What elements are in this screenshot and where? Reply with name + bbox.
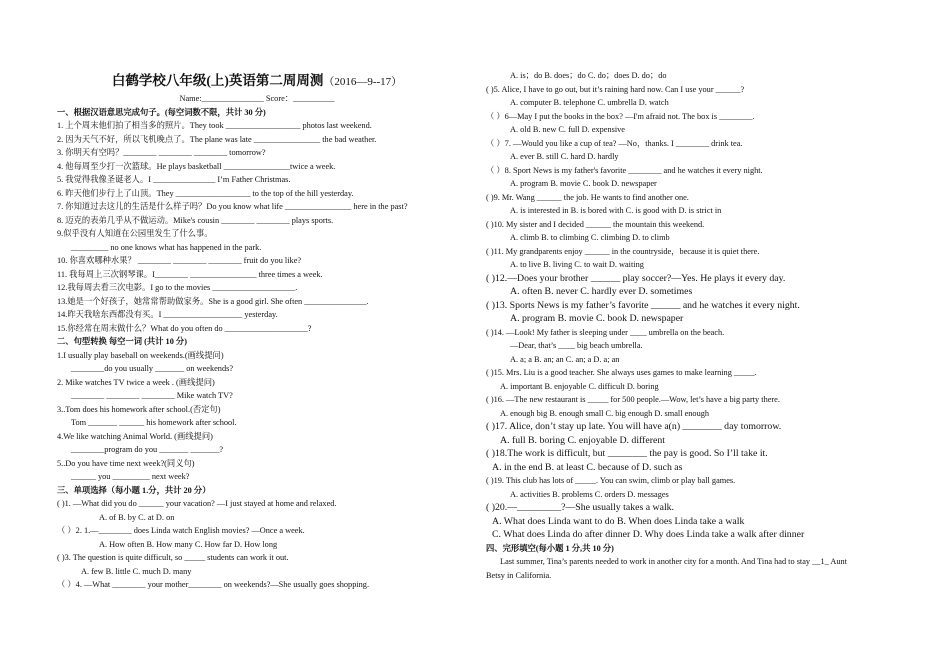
right-line: A. computer B. telephone C. umbrella D. watch xyxy=(510,98,669,107)
left-line: A. few B. little C. much D. many xyxy=(81,566,192,576)
left-line: 5..Do you have time next week?(同义句) xyxy=(57,458,195,468)
left-line: （ ）2. 1.—________ does Linda watch English movies? —Once a week. xyxy=(57,526,305,535)
left-line: 12.我每周去看三次电影。I go to the movies ____________________. xyxy=(57,283,298,292)
right-line: —Dear, that’s ____ big beach umbrella. xyxy=(510,341,643,350)
right-line: ( )15. Mrs. Liu is a good teacher. She always uses games to make learning _____. xyxy=(486,368,757,377)
left-line: 13.她是一个好孩子，她常常帮助做家务。She is a good girl. She often _______________. xyxy=(57,296,369,306)
right-line: （ ）6—May I put the books in the box? —I'm afraid not. The box is ________. xyxy=(486,111,755,121)
right-line: ( )18.The work is difficult, but ________ the pay is good. So I’ll take it. xyxy=(486,448,768,459)
right-line: （ ）7. —Would you like a cup of tea? —No，thanks. I ________ drink tea. xyxy=(486,138,743,148)
left-line: 5. 我觉得我像圣诞老人。I _______________ I’m Father Christmas. xyxy=(57,175,291,184)
right-line: ( )9. Mr. Wang ______ the job. He wants to find another one. xyxy=(486,192,689,202)
left-line: 11. 我每周上三次钢琴课。I________ ________________ three times a week. xyxy=(57,269,323,279)
left-line: 10. 你喜欢哪种水果？ ________ ________ ________ fruit do you like? xyxy=(57,256,302,265)
left-line: 二、句型转换 每空一词 (共计 10 分) xyxy=(57,337,187,346)
left-line: 一、根据汉语意思完成句子。(每空词数不限，共计 30 分) xyxy=(57,107,266,117)
left-column xyxy=(57,72,457,592)
left-line: 2. 因为天气不好，所以飞机晚点了。The plane was late ________________ the bad weather. xyxy=(57,134,377,144)
left-line: 14.昨天我啥东西都没有买。I ___________________ yesterday. xyxy=(57,310,278,319)
left-line: ________program do you _______ _______? xyxy=(71,445,224,454)
right-line: A. important B. enjoyable C. difficult D. boring xyxy=(500,381,659,391)
right-line: ( )19. This club has lots of _____. You can swim, climb or play ball games. xyxy=(486,476,736,485)
left-line: 7. 你知道过去这儿的生活是什么样子吗？Do you know what life ________________ here in the past? xyxy=(57,202,408,211)
left-line: 8. 迈克的表弟几乎从不做运动。Mike's cousin ________ ________ plays sports. xyxy=(57,215,334,225)
left-line: ( )3. The question is quite difficult, so _____ students can work it out. xyxy=(57,553,289,562)
right-line: Last summer, Tina’s parents needed to work in another city for a month. And Tina had to stay __1_ Aunt xyxy=(500,557,847,566)
left-line: 1. 上个周末他们拍了相当多的照片。They took __________________ photos last weekend. xyxy=(57,121,372,130)
right-line: A. is；do B. does；do C. do；does D. do；do xyxy=(510,71,667,80)
right-line: A. activities B. problems C. orders D. messages xyxy=(510,489,669,499)
right-line: A. program B. movie C. book D. newspaper xyxy=(510,313,684,324)
right-column xyxy=(486,69,896,582)
right-line: A. ever B. still C. hard D. hardly xyxy=(510,152,619,161)
right-line: ( )11. My grandparents enjoy ______ in the countryside，because it is quiet there. xyxy=(486,246,760,256)
right-line: ( )13. Sports News is my father’s favorite ______ and he watches it every night. xyxy=(486,299,800,311)
left-line: Tom _______ ______ his homework after school. xyxy=(71,418,237,427)
left-line: （ ）4. —What ________ your mother________ on weekends?—She usually goes shopping. xyxy=(57,580,370,589)
right-line: A. program B. movie C. book D. newspaper xyxy=(510,179,657,188)
left-line: 1.I usually play baseball on weekends.(画线提问) xyxy=(57,350,224,360)
left-line: A. How often B. How many C. How far D. How long xyxy=(99,539,278,549)
right-line: ( )12.—Does your brother ______ play soccer?—Yes. He plays it every day. xyxy=(486,272,786,284)
right-line: （ ）8. Sport News is my father's favorite ________ and he watches it every night. xyxy=(486,165,763,175)
right-line: ( )14. —Look! My father is sleeping under ____ umbrella on the beach. xyxy=(486,327,725,337)
right-line: Betsy in California. xyxy=(486,570,552,580)
left-line: 9.似乎没有人知道在公园里发生了什么事。 xyxy=(57,229,213,238)
right-line: A. full B. boring C. enjoyable D. different xyxy=(500,434,665,446)
left-line: 3..Tom does his homework after school.(否定句) xyxy=(57,404,221,414)
left-line: _________ no one knows what has happened in the park. xyxy=(71,242,262,252)
left-line: 15.你经常在周末做什么？What do you often do ____________________? xyxy=(57,323,312,333)
right-lines xyxy=(486,69,896,582)
left-line: 三、单项选择（每小题 1.分，共计 20 分） xyxy=(57,485,211,495)
left-line: ______ you _________ next week? xyxy=(71,472,190,481)
left-line: ________ ________ ________ Mike watch TV? xyxy=(71,391,233,400)
right-line: A. old B. new C. full D. expensive xyxy=(510,125,625,134)
title-date: （2016—9--17） xyxy=(323,76,403,88)
right-line: C. What does Linda do after dinner D. Why does Linda take a walk after dinner xyxy=(492,529,805,540)
title-text: 白鹤学校八年级(上)英语第二周周测 xyxy=(111,73,324,88)
right-line: ( )16. —The new restaurant is _____ for 500 people.—Wow, let’s have a big party there. xyxy=(486,395,780,404)
left-line: 2. Mike watches TV twice a week . (画线提问) xyxy=(57,377,215,387)
left-line: 4.We like watching Animal World. (画线提问) xyxy=(57,431,213,441)
right-line: ( )20.—_________?—She usually takes a walk. xyxy=(486,502,675,513)
right-line: ( )17. Alice, don’t stay up late. You will have a(n) ________ day tomorrow. xyxy=(486,421,782,432)
right-line: A. to live B. living C. to wait D. waiting xyxy=(510,260,644,269)
right-line: A. often B. never C. hardly ever D. sometimes xyxy=(510,286,693,297)
right-line: 四、完形填空(每小题 1 分,共 10 分) xyxy=(486,543,614,553)
right-line: A. in the end B. at least C. because of D. such as xyxy=(492,461,683,473)
left-line: ________do you usually _______ on weekends? xyxy=(71,364,233,373)
left-line: 3. 你明天有空吗？________ ________ ________ tomorrow? xyxy=(57,148,266,157)
left-lines xyxy=(57,106,457,592)
right-line: A. is interested in B. is bored with C. is good with D. is strict in xyxy=(510,206,722,215)
left-line: A. of B. by C. at D. on xyxy=(99,512,175,522)
right-line: A. What does Linda want to do B. When does Linda take a walk xyxy=(492,515,745,527)
left-line: ( )1. —What did you do ______ your vacation? —I just stayed at home and relaxed. xyxy=(57,499,337,508)
right-line: A. enough big B. enough small C. big enough D. small enough xyxy=(500,408,710,418)
right-line: ( )5. Alice, I have to go out, but it’s raining hard now. Can I use your ______? xyxy=(486,84,745,94)
right-line: A. climb B. to climbing C. climbing D. to climb xyxy=(510,233,670,242)
left-line: 4. 他每周至少打一次篮球。He plays basketball ________________twice a week. xyxy=(57,161,336,171)
exam-title xyxy=(57,72,457,90)
right-line: ( )10. My sister and I decided ______ the mountain this weekend. xyxy=(486,219,705,229)
name-score-line: Name:_______________ Score：__________ xyxy=(179,94,335,103)
left-line: 6. 昨天他们步行上了山顶。They __________________ to the top of the hill yesterday. xyxy=(57,188,354,198)
right-line: A. a; a B. an; an C. an; a D. a; an xyxy=(510,354,620,364)
